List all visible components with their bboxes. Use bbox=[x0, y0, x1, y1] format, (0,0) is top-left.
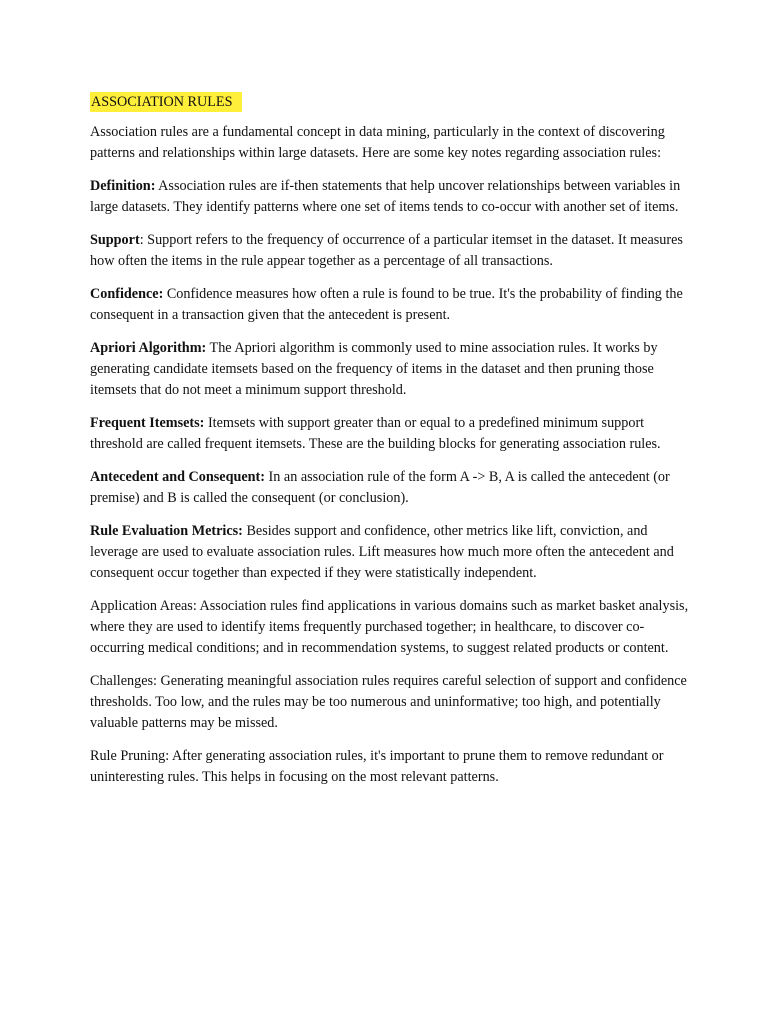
support-paragraph bbox=[90, 230, 690, 272]
rule-evaluation-text: Besides support and confidence, other metrics like lift, conviction, and leverage are used to evaluate association rules. Lift measures how much more often the antecedent and consequent occur together than expected if they were statistically independent. bbox=[90, 523, 674, 581]
intro-paragraph: Association rules are a fundamental concept in data mining, particularly in the context of discovering patterns and relationships within large datasets. Here are some key notes regarding association rules: bbox=[90, 124, 665, 161]
apriori-paragraph bbox=[90, 338, 690, 401]
application-areas-paragraph: Application Areas: Association rules find applications in various domains such as market basket analysis, where they are used to identify items frequently purchased together; in healthcare, to discover co-occurring medical conditions; and in recommendation systems, to suggest related products or content. bbox=[90, 598, 689, 656]
antecedent-consequent-text: In an association rule of the form A -> B, A is called the antecedent (or premise) and B is called the consequent (or conclusion). bbox=[90, 469, 670, 506]
definition-text: Association rules are if-then statements that help uncover relationships between variables in large datasets. They identify patterns where one set of items tends to co-occur with another set of items. bbox=[90, 178, 681, 215]
support-text: : Support refers to the frequency of occurrence of a particular itemset in the dataset. It measures how often the items in the rule appear together as a percentage of all transactions. bbox=[90, 232, 683, 269]
rule-evaluation-term: Rule Evaluation Metrics: bbox=[90, 523, 243, 539]
document-title: ASSOCIATION RULES bbox=[90, 92, 242, 112]
apriori-term: Apriori Algorithm: bbox=[90, 340, 207, 356]
confidence-text: Confidence measures how often a rule is found to be true. It's the probability of finding the consequent in a transaction given that the antecedent is present. bbox=[90, 286, 683, 323]
definition-term: Definition: bbox=[90, 178, 156, 194]
antecedent-consequent-paragraph bbox=[90, 467, 690, 509]
apriori-text: The Apriori algorithm is commonly used to mine association rules. It works by generating candidate itemsets based on the frequency of items in the dataset and then pruning those itemsets that do not meet a minimum support threshold. bbox=[90, 340, 658, 398]
frequent-itemsets-text: Itemsets with support greater than or equal to a predefined minimum support threshold are called frequent itemsets. These are the building blocks for generating association rules. bbox=[90, 415, 661, 452]
confidence-paragraph bbox=[90, 284, 690, 326]
rule-evaluation-paragraph bbox=[90, 521, 690, 584]
challenges-paragraph: Challenges: Generating meaningful association rules requires careful selection of support and confidence thresholds. Too low, and the rules may be too numerous and uninformative; too high, and potentially valuable patterns may be missed. bbox=[90, 673, 687, 731]
support-term: Support bbox=[90, 232, 140, 248]
antecedent-consequent-term: Antecedent and Consequent: bbox=[90, 469, 265, 485]
rule-pruning-paragraph: Rule Pruning: After generating association rules, it's important to prune them to remove redundant or uninteresting rules. This helps in focusing on the most relevant patterns. bbox=[90, 748, 664, 785]
confidence-term: Confidence: bbox=[90, 286, 164, 302]
frequent-itemsets-term: Frequent Itemsets: bbox=[90, 415, 205, 431]
definition-paragraph bbox=[90, 176, 690, 218]
document-page bbox=[90, 92, 690, 800]
frequent-itemsets-paragraph bbox=[90, 413, 690, 455]
